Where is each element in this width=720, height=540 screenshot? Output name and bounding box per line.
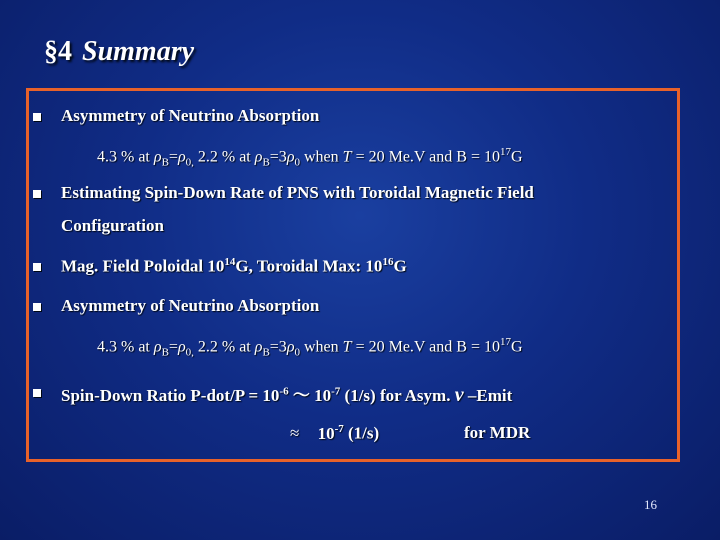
bullet-square-icon <box>33 263 41 271</box>
bullet-spin-down-estimate-cont: Configuration <box>61 216 164 235</box>
spin-down-mdr: ≈ $10^{-7}$ (1/s) <box>290 423 380 443</box>
bullet-spin-down-ratio: Spin-Down Ratio $P-dot/P = 10^{-6}$ ～ $10^{-7}$ (1/s) for Asym. ν –Emit <box>61 384 513 406</box>
section-symbol: §4 <box>44 36 72 67</box>
bullet-asymmetry-1: Asymmetry of Neutrino Absorption <box>61 106 320 125</box>
title-word: Summary <box>82 36 195 67</box>
bullet-asymmetry-2: Asymmetry of Neutrino Absorption <box>61 296 320 315</box>
bullet-square-icon <box>33 303 41 311</box>
bullet-square-icon <box>33 389 41 397</box>
asymmetry-values-2: 4.3 % at $\rho_B=\rho_{0,}$ 2.2 % at $\rho_B=3\rho_0$ when T = 20 Me.V and $B = 10^{17}G$ <box>97 336 523 359</box>
bullet-square-icon <box>33 113 41 121</box>
bullet-spin-down-estimate: Estimating Spin-Down Rate of PNS with Toroidal Magnetic Field <box>61 183 534 202</box>
mdr-label: for MDR <box>464 423 531 442</box>
slide-title <box>44 36 194 68</box>
page-number: 16 <box>644 497 657 512</box>
bullet-square-icon <box>33 190 41 198</box>
bullet-mag-field: Mag. Field Poloidal $10^{14}G$, Toroidal Max: $10^{16}G$ <box>61 256 407 276</box>
asymmetry-values-1: 4.3 % at $\rho_B=\rho_{0,}$ 2.2 % at $\rho_B=3\rho_0$ when T = 20 Me.V and $B = 10^{17}G$ <box>97 146 523 169</box>
